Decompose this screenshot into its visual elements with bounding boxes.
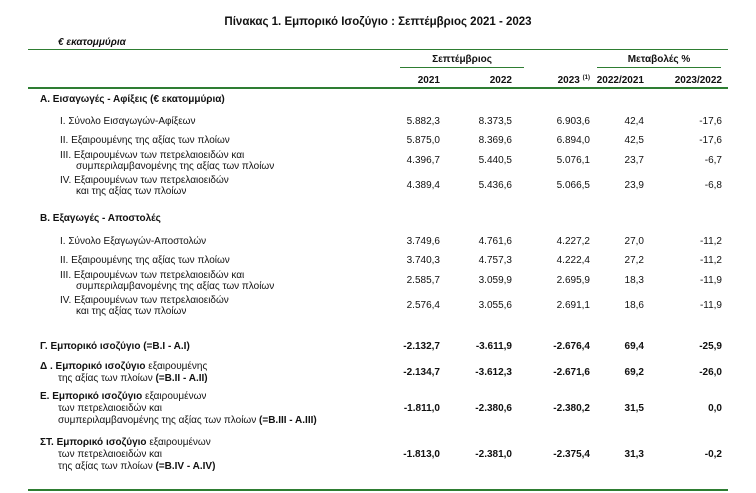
- row-label-cont: συμπεριλαμβανομένης της αξίας των πλοίων: [76, 281, 275, 292]
- row-value: 5.076,1: [556, 155, 590, 166]
- balance-label: [40, 391, 206, 403]
- balance-value: -2.676,4: [553, 341, 590, 352]
- balance-value: -2.375,4: [553, 449, 590, 460]
- row-label: I. Σύνολο Εξαγωγών-Αποστολών: [60, 236, 207, 247]
- balance-value: -25,9: [699, 341, 722, 352]
- balance-value: 69,2: [624, 367, 644, 378]
- balance-value: 69,4: [624, 341, 644, 352]
- row-value: 3.055,6: [478, 300, 512, 311]
- row-value: 8.369,6: [478, 135, 512, 146]
- row-label: III. Εξαιρουμένων των πετρελαιοειδών και: [60, 150, 245, 161]
- row-value: -17,6: [699, 135, 722, 146]
- col-header-chg-2023-2022: 2023/2022: [674, 75, 722, 86]
- row-label-cont: και της αξίας των πλοίων: [76, 306, 187, 317]
- row-value: 3.059,9: [478, 275, 512, 286]
- row-value: 4.389,4: [406, 180, 440, 191]
- balance-value: 31,5: [624, 403, 644, 414]
- balance-label-normal: των πετρελαιοειδών και: [58, 449, 162, 460]
- row-value: 2.691,1: [556, 300, 590, 311]
- balance-value: -2.132,7: [403, 341, 440, 352]
- row-value: 6.903,6: [556, 116, 590, 127]
- row-value: 5.436,6: [478, 180, 512, 191]
- balance-value: -3.612,3: [475, 367, 512, 378]
- balance-label-normal: συμπεριλαμβανομένης της αξίας των πλοίων: [58, 415, 257, 426]
- section-exports-title: Β. Εξαγωγές - Αποστολές: [40, 213, 161, 224]
- balance-value: -0,2: [704, 449, 722, 460]
- row-value: 2.585,7: [406, 275, 440, 286]
- row-value: -11,2: [699, 255, 722, 266]
- row-value: 4.761,6: [478, 236, 512, 247]
- balance-label-normal: της αξίας των πλοίων: [58, 461, 153, 472]
- balance-label-bold: ΣΤ. Εμπορικό ισοζύγιο: [40, 437, 147, 448]
- balance-formula: (=B.IV - A.IV): [152, 461, 216, 472]
- row-value: 4.757,3: [478, 255, 512, 266]
- row-value: 5.440,5: [478, 155, 512, 166]
- group-underline-change: [597, 67, 721, 68]
- row-value: 4.227,2: [556, 236, 590, 247]
- row-value: 18,6: [624, 300, 644, 311]
- row-value: 42,4: [624, 116, 644, 127]
- row-value: 8.373,5: [478, 116, 512, 127]
- balance-value: -2.381,0: [475, 449, 512, 460]
- row-label: II. Εξαιρουμένης της αξίας των πλοίων: [60, 255, 230, 266]
- group-header-month: Σεπτέμβριος: [432, 54, 492, 65]
- balance-label-cont: [58, 449, 162, 461]
- row-value: 5.875,0: [406, 135, 440, 146]
- row-label: III. Εξαιρουμένων των πετρελαιοειδών και: [60, 270, 245, 281]
- row-label: I. Σύνολο Εισαγωγών-Αφίξεων: [60, 116, 196, 127]
- balance-label-normal: εξαιρουμένων: [146, 437, 211, 448]
- row-value: 27,2: [624, 255, 644, 266]
- balance-formula: (=B.III - A.III): [256, 415, 317, 426]
- balance-value: -2.671,6: [553, 367, 590, 378]
- table-title: Πίνακας 1. Εμπορικό Ισοζύγιο : Σεπτέμβριος 2021 - 2023: [224, 16, 532, 28]
- balance-value: -3.611,9: [475, 341, 512, 352]
- balance-label-normal: εξαιρουμένων: [142, 391, 207, 402]
- row-value: 23,9: [624, 180, 644, 191]
- balance-label-normal: εξαιρουμένης: [145, 361, 208, 372]
- col-header-2022: 2022: [489, 75, 512, 86]
- row-value: -6,8: [704, 180, 722, 191]
- row-value: 5.882,3: [406, 116, 440, 127]
- balance-label: [40, 361, 207, 373]
- balance-label-cont: [58, 461, 215, 473]
- balance-label-bold: Γ. Εμπορικό ισοζύγιο (=B.I - A.I): [40, 341, 190, 352]
- row-value: 3.740,3: [406, 255, 440, 266]
- table-bottom-line: [28, 489, 728, 491]
- balance-label-cont: [58, 403, 162, 415]
- balance-value: -26,0: [699, 367, 722, 378]
- row-label: IV. Εξαιρουμένων των πετρελαιοειδών: [60, 175, 229, 186]
- balance-value: 31,3: [624, 449, 644, 460]
- row-value: -11,2: [699, 236, 722, 247]
- row-value: -6,7: [704, 155, 722, 166]
- header-top-line: [28, 49, 728, 50]
- balance-label-normal: των πετρελαιοειδών και: [58, 403, 162, 414]
- row-value: -11,9: [699, 275, 722, 286]
- unit-label: € εκατομμύρια: [58, 37, 126, 48]
- row-value: 4.222,4: [556, 255, 590, 266]
- row-value: 18,3: [624, 275, 644, 286]
- row-value: 4.396,7: [406, 155, 440, 166]
- row-value: 2.576,4: [406, 300, 440, 311]
- row-value: 3.749,6: [406, 236, 440, 247]
- row-value: 42,5: [624, 135, 644, 146]
- row-value: 5.066,5: [556, 180, 590, 191]
- row-label: IV. Εξαιρουμένων των πετρελαιοειδών: [60, 295, 229, 306]
- row-value: 27,0: [624, 236, 644, 247]
- group-header-change: Μεταβολές %: [627, 54, 691, 65]
- section-imports-title: Α. Εισαγωγές - Αφίξεις (€ εκατομμύρια): [40, 94, 225, 105]
- row-value: 23,7: [624, 155, 644, 166]
- balance-label-bold: Δ . Εμπορικό ισοζύγιο: [40, 361, 146, 372]
- footnote-marker: (1): [582, 75, 590, 81]
- row-value: -11,9: [699, 300, 722, 311]
- balance-value: -1.811,0: [403, 403, 440, 414]
- row-value: -17,6: [699, 116, 722, 127]
- row-value: 6.894,0: [556, 135, 590, 146]
- col-header-2023: 2023 $^{(1)}$: [557, 75, 590, 86]
- col-header-chg-2022-2021: 2022/2021: [596, 75, 644, 86]
- row-label-cont: και της αξίας των πλοίων: [76, 186, 187, 197]
- balance-value: -2.380,2: [553, 403, 590, 414]
- row-label: II. Εξαιρουμένης της αξίας των πλοίων: [60, 135, 230, 146]
- balance-label-cont: [58, 415, 317, 427]
- row-label-cont: συμπεριλαμβανομένης της αξίας των πλοίων: [76, 161, 275, 172]
- balance-value: 0,0: [708, 403, 722, 414]
- balance-value: -2.134,7: [403, 367, 440, 378]
- balance-formula: (=B.II - A.II): [152, 373, 208, 384]
- balance-value: -1.813,0: [403, 449, 440, 460]
- group-underline-month: [400, 67, 524, 68]
- balance-label: [40, 341, 190, 353]
- balance-value: -2.380,6: [475, 403, 512, 414]
- balance-label: [40, 437, 211, 449]
- balance-label-cont: [58, 373, 208, 385]
- header-bottom-line: [28, 87, 728, 89]
- balance-label-bold: Ε. Εμπορικό ισοζύγιο: [40, 391, 143, 402]
- balance-label-normal: της αξίας των πλοίων: [58, 373, 153, 384]
- col-header-2021: 2021: [417, 75, 440, 86]
- row-value: 2.695,9: [556, 275, 590, 286]
